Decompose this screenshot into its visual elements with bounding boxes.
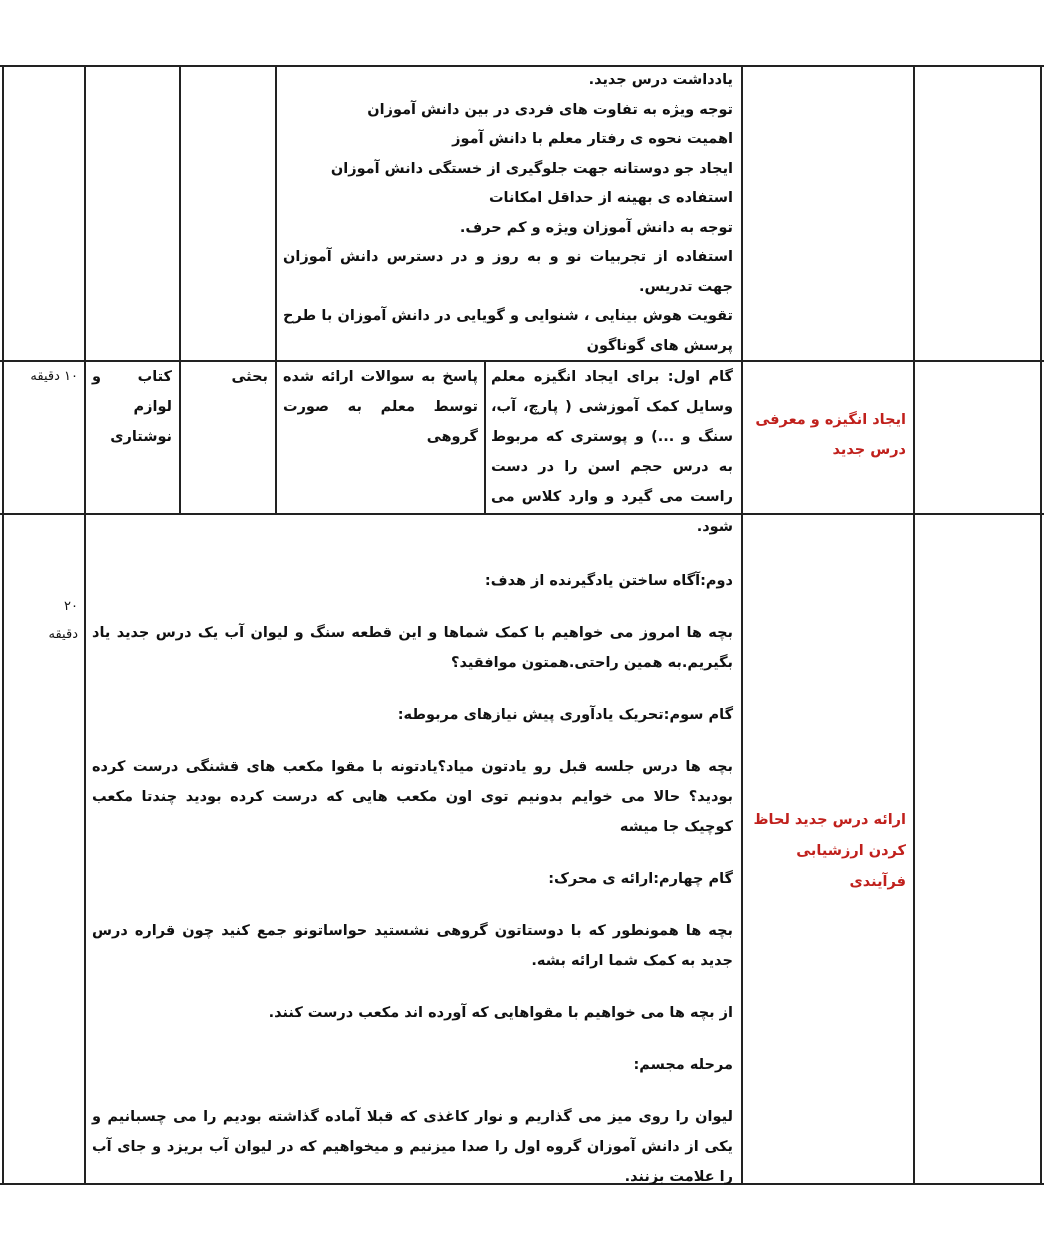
- paragraph: بچه ها درس جلسه قبل رو یادتون میاد؟یادتونه با مقوا مکعب های قشنگی درست کرده بودید؟ حالا می خوایم بدونیم توی اون مکعب هایی که درست کرده بودید چندتا مکعب کوچیک جا میشه: [92, 759, 733, 835]
- activity-line: توجه به دانش آموزان ویژه و کم حرف.: [459, 219, 733, 236]
- paragraph-gap: [92, 596, 733, 618]
- paragraph: بچه ها همونطور که با دوستاتون گروهی نشستید حواساتونو جمع کنید چون قراره درس جدید به کمک شما ارائه بشه.: [92, 923, 733, 969]
- paragraph-gap: [92, 1028, 733, 1050]
- column-divider: [913, 65, 915, 1185]
- activity-line: تقویت هوش بینایی ، شنوایی و گویایی در دانش آموزان با طرح پرسش های گوناگون: [283, 308, 733, 354]
- activity-line: توجه ویژه به تفاوت های فردی در بین دانش آموزان: [367, 101, 733, 118]
- column-divider: [741, 65, 743, 1185]
- paragraph-gap: [92, 842, 733, 864]
- paragraph: گام سوم:تحریک یادآوری پیش نیازهای مربوطه:: [397, 707, 733, 723]
- column-divider: [275, 65, 277, 515]
- paragraph: لیوان را روی میز می گذاریم و نوار کاغذی که قبلا آماده گذاشته بودیم را می چسبانیم و یکی از دانش آموزان گروه اول را صدا میزنیم و میخواهیم که در لیوان آب بریزد و جای آب را علامت بزنند.: [92, 1109, 733, 1185]
- time-value: ۲۰ دقیقه: [48, 599, 78, 642]
- paragraph-gap: [92, 730, 733, 752]
- paragraph: گام چهارم:ارائه ی محرک:: [548, 871, 733, 887]
- teacher-activity: گام اول: برای ایجاد انگیزه معلم وسایل کمک آموزشی ( پارچ، آب، سنگ و ...) و پوستری که مربوط به درس حجم اسن را در دست راست می گیرد و وارد کلاس می شود.: [491, 369, 733, 535]
- activity-line: استفاده از تجربیات نو و به روز و در دسترس دانش آموزان جهت تدریس.: [283, 249, 733, 295]
- student-activity: پاسخ به سوالات ارائه شده توسط معلم به صورت گروهی: [283, 369, 478, 445]
- teaching-tools: کتاب و لوازم نوشتاری: [92, 369, 172, 445]
- activity-line: ایجاد جو دوستانه جهت جلوگیری از خستگی دانش آموزان: [330, 160, 733, 177]
- column-divider: [2, 65, 4, 1185]
- stage-title: ارائه درس جدید لحاظ کردن ارزشیابی فرآیندی: [753, 812, 906, 890]
- paragraph: مرحله مجسم:: [633, 1057, 733, 1073]
- row1-activities-cell: [283, 66, 733, 361]
- stage-title: ایجاد انگیزه و معرفی درس جدید: [755, 412, 906, 458]
- column-divider: [1040, 65, 1042, 1185]
- row3-content: [92, 566, 733, 1192]
- paragraph: از بچه ها می خواهیم با مقواهایی که آورده اند مکعب درست کنند.: [268, 1005, 733, 1021]
- paragraph-gap: [92, 1080, 733, 1102]
- column-divider: [84, 65, 86, 1185]
- column-divider: [179, 65, 181, 515]
- activity-line: استفاده ی بهینه از حداقل امکانات: [488, 190, 733, 206]
- teaching-method: بحثی: [231, 369, 268, 385]
- time-value: ۱۰ دقیقه: [30, 369, 78, 384]
- paragraph: دوم:آگاه ساختن یادگیرنده از هدف:: [484, 573, 733, 589]
- activity-line: اهمیت نحوه ی رفتار معلم با دانش آموز: [452, 131, 733, 147]
- paragraph-gap: [92, 894, 733, 916]
- activity-line: یادداشت درس جدید.: [588, 72, 733, 88]
- paragraph: بچه ها امروز می خواهیم با کمک شماها و این قطعه سنگ و لیوان آب یک درس جدید یاد بگیریم.به همین راحتی.همتون موافقید؟: [92, 625, 733, 671]
- paragraph-gap: [92, 678, 733, 700]
- column-divider: [484, 360, 486, 515]
- paragraph-gap: [92, 976, 733, 998]
